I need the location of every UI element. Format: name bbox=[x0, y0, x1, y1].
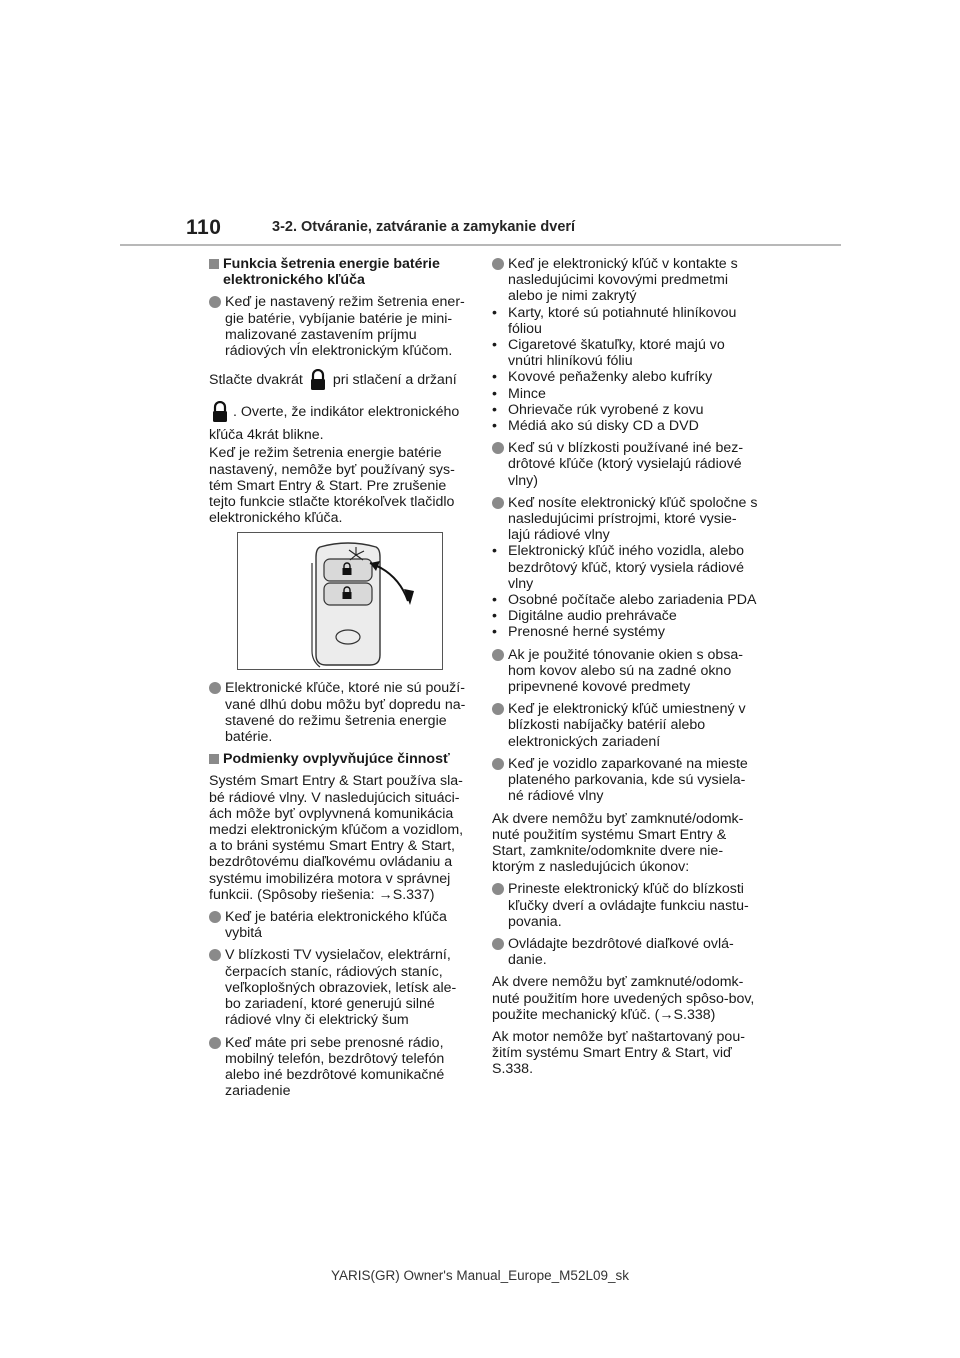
bullet-item: Keď je elektronický kľúč v kontakte s nasledujúcimi kovovými predmetmi alebo je nimi zakrytý bbox=[492, 256, 758, 305]
circle-bullet-icon bbox=[492, 258, 504, 270]
sub-list bbox=[492, 305, 758, 435]
smart-key-drawing bbox=[238, 533, 442, 669]
list-item: • Kovové peňaženky alebo kufríky bbox=[492, 369, 713, 386]
paragraph: kľúča 4krát blikne. bbox=[209, 427, 324, 444]
square-bullet-icon bbox=[209, 754, 219, 764]
bullet-item: Keď je batéria elektronického kľúča vybitá bbox=[209, 909, 471, 941]
list-item: • Prenosné herné systémy bbox=[492, 624, 665, 641]
circle-bullet-icon bbox=[492, 649, 504, 661]
paragraph: Ak motor nemôže byť naštartovaný pou-žitím systému Smart Entry & Start, viď S.338. bbox=[492, 1028, 745, 1078]
circle-bullet-icon bbox=[492, 758, 504, 770]
lock-icon bbox=[309, 369, 327, 391]
bullet-item: Ovládajte bezdrôtové diaľkové ovlá-danie. bbox=[492, 936, 758, 968]
list-item: • Elektronický kľúč iného vozidla, alebo bezdrôtový kľúč, ktorý vysiela rádiové vlny bbox=[492, 543, 744, 592]
instruction-line: Stlačte dvakrát pri stlačení a držaní bbox=[209, 369, 471, 391]
circle-bullet-icon bbox=[209, 949, 221, 961]
list-item: • Digitálne audio prehrávače bbox=[492, 608, 677, 625]
section-heading: Podmienky ovplyvňujúce činnosť bbox=[209, 751, 471, 767]
lock-icon bbox=[211, 401, 229, 423]
bullet-item: Keď je nastavený režim šetrenia ener-gie batérie, vybíjanie batérie je mini-malizované zastavením príjmu rádiových vĺn elektronickým kľúčom. bbox=[209, 294, 471, 359]
list-item: • Cigaretové škatuľky, ktoré majú vo vnútri hliníkovú fóliu bbox=[492, 337, 725, 370]
bullet-item: Keď sú v blízkosti používané iné bez-drôtové kľúče (ktorý vysielajú rádiové vlny) bbox=[492, 440, 758, 489]
bullet-item: Keď je elektronický kľúč umiestnený v blízkosti nabíjačky batérií alebo elektronických zariadení bbox=[492, 701, 758, 750]
right-column bbox=[492, 256, 758, 1084]
bullet-item: Prineste elektronický kľúč do blízkosti kľučky dverí a ovládajte funkciu nastu-povania. bbox=[492, 881, 758, 930]
circle-bullet-icon bbox=[209, 682, 221, 694]
circle-bullet-icon bbox=[209, 911, 221, 923]
footer-label: YARIS(GR) Owner's Manual_Europe_M52L09_sk bbox=[331, 1268, 629, 1283]
list-item: • Mince bbox=[492, 385, 546, 402]
section-title: 3-2. Otváranie, zatváranie a zamykanie dverí bbox=[272, 219, 576, 235]
circle-bullet-icon bbox=[492, 497, 504, 509]
header-divider bbox=[120, 244, 841, 246]
bullet-item: Elektronické kľúče, ktoré nie sú použí-vané dlhú dobu môžu byť dopredu na-stavené do režimu šetrenia energie batérie. bbox=[209, 680, 471, 745]
smart-key-illustration bbox=[237, 532, 443, 670]
paragraph: Keď je režim šetrenia energie batérie nastavený, nemôže byť používaný sys-tém Smart Entry & Start. Pre zrušenie tejto funkcie stlačte ktorékoľvek tlačidlo elektronického kľúča. bbox=[209, 445, 455, 527]
bullet-item: Keď je vozidlo zaparkované na mieste plateného parkovania, kde sú vysiela-né rádiové vlny bbox=[492, 756, 758, 805]
section-heading: Funkcia šetrenia energie batérie elektronického kľúča bbox=[209, 256, 471, 288]
page-number: 110 bbox=[186, 216, 222, 239]
bullet-item: Keď máte pri sebe prenosné rádio, mobilný telefón, bezdrôtový telefón alebo iné bezdrôtové komunikačné zariadenie bbox=[209, 1035, 471, 1100]
square-bullet-icon bbox=[209, 259, 219, 269]
paragraph: Ak dvere nemôžu byť zamknuté/odomk-nuté použitím systému Smart Entry & Start, zamknite/odomknite dvere nie-ktorým z nasledujúcich úkonov: bbox=[492, 810, 744, 876]
circle-bullet-icon bbox=[492, 703, 504, 715]
left-column bbox=[209, 256, 471, 1105]
bullet-item: Keď nosíte elektronický kľúč spoločne s nasledujúcimi prístrojmi, ktoré vysie-lajú rádiové vlny bbox=[492, 495, 758, 544]
list-item: • Médiá ako sú disky CD a DVD bbox=[492, 418, 699, 435]
bullet-item: V blízkosti TV vysielačov, elektrární, čerpacích staníc, rádiových staníc, veľkoplošných obrazoviek, letísk ale-bo zariadení, ktoré generujú silné rádiové vlny či elektrický šum bbox=[209, 947, 471, 1028]
list-item: • Osobné počítače alebo zariadenia PDA bbox=[492, 592, 757, 609]
paragraph: Systém Smart Entry & Start používa sla-bé rádiové vlny. V nasledujúcich situáci-ách môže byť ovplyvnená komunikácia medzi elektronickým kľúčom a vozidlom, a to bráni systému Smart Entry & Start, bezdrôtovému diaľkovému ovládaniu a systému imobilizéra motora v správnej funkcii. (Spôsoby riešenia: →S.337) bbox=[209, 773, 464, 903]
circle-bullet-icon bbox=[492, 938, 504, 950]
circle-bullet-icon bbox=[209, 296, 221, 308]
instruction-line: . Overte, že indikátor elektronického bbox=[209, 401, 471, 423]
paragraph: Ak dvere nemôžu byť zamknuté/odomk-nuté použitím hore uvedených spôso-bov, použite mechanický kľúč. (→S.338) bbox=[492, 974, 755, 1023]
list-item: • Ohrievače rúk vyrobené z kovu bbox=[492, 401, 704, 418]
circle-bullet-icon bbox=[492, 883, 504, 895]
bullet-item: Ak je použité tónovanie okien s obsa-hom kovov alebo sú na zadné okno pripevnené kovové predmety bbox=[492, 647, 758, 696]
circle-bullet-icon bbox=[492, 442, 504, 454]
circle-bullet-icon bbox=[209, 1037, 221, 1049]
list-item: • Karty, ktoré sú potiahnuté hliníkovou fóliou bbox=[492, 304, 737, 337]
sub-list bbox=[492, 543, 758, 640]
